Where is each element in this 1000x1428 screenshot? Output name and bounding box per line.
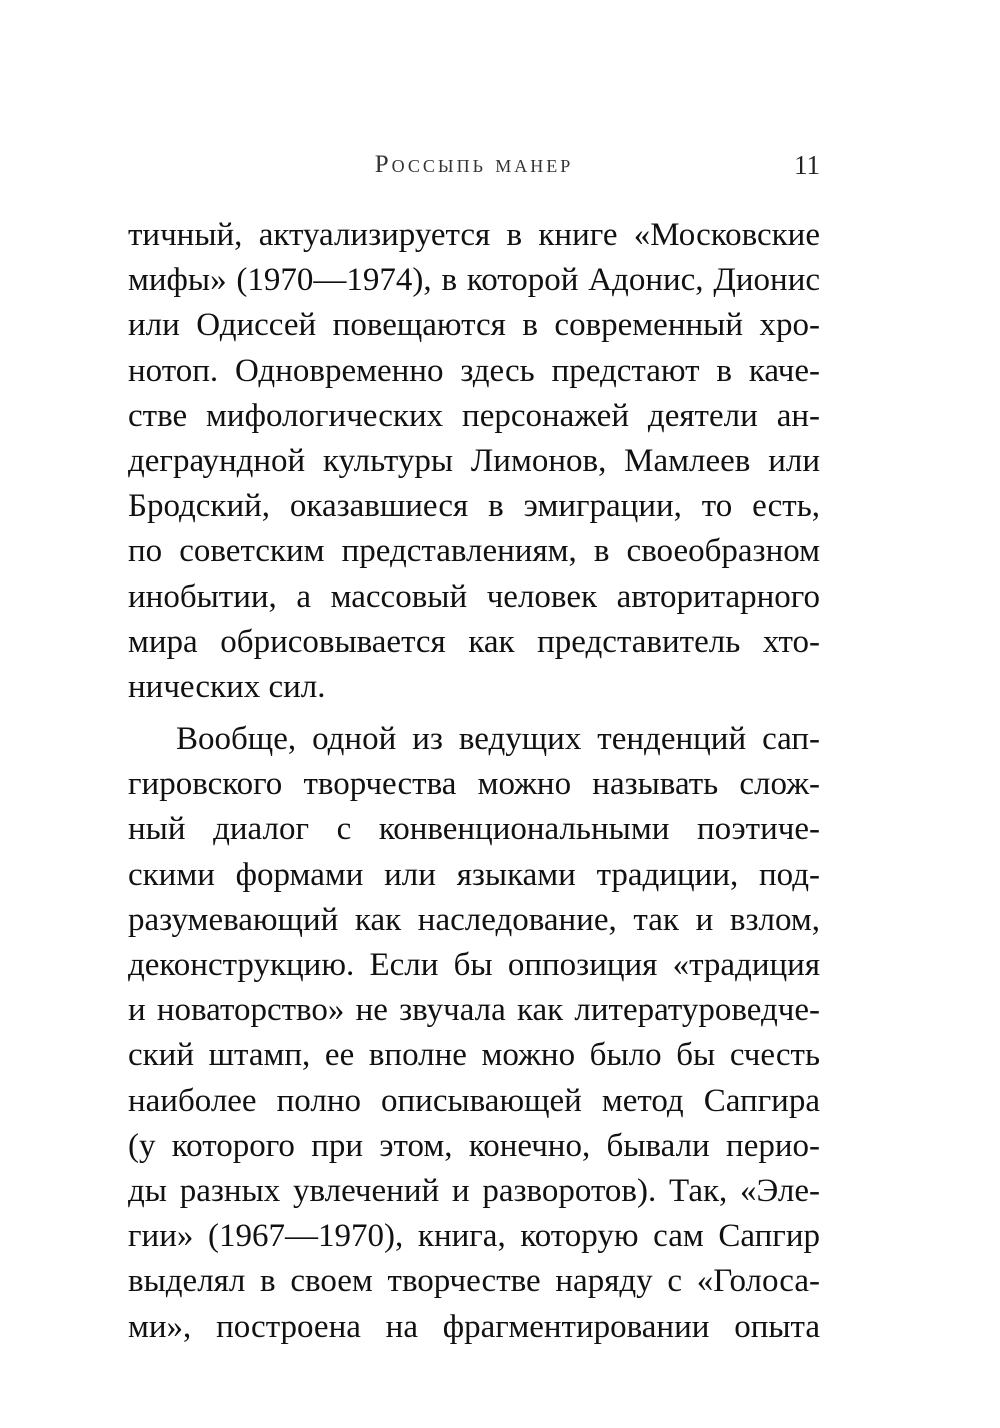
text-line: мифы» (1970—1974), в которой Адонис, Дионис xyxy=(128,262,820,299)
text-line: ми», построена на фрагментировании опыта xyxy=(128,1308,820,1345)
paragraph xyxy=(128,717,820,1350)
text-line: выделял в своем творчестве наряду с «Голоса- xyxy=(128,1263,820,1300)
running-title: Россыпь манер xyxy=(374,151,574,178)
text-line: разумевающий как наследование, так и взлом, xyxy=(128,901,820,938)
text-line: гировского творчества можно называть слож- xyxy=(128,766,820,803)
text-line: Бродский, оказавшиеся в эмиграции, то есть, xyxy=(128,488,820,525)
text-line: деконструкцию. Если бы оппозиция «традиция xyxy=(128,947,820,983)
running-head xyxy=(128,148,820,188)
text-line: гии» (1967—1970), книга, которую сам Сапгир xyxy=(128,1218,820,1255)
text-line: нических сил. xyxy=(128,668,326,705)
text-line: деграундной культуры Лимонов, Мамлеев или xyxy=(128,442,820,479)
text-line: Вообще, одной из ведущих тенденций сап- xyxy=(176,721,820,758)
body-text xyxy=(128,213,820,1350)
text-line: нотоп. Одновременно здесь предстают в каче- xyxy=(128,352,820,389)
text-line: инобытии, а массовый человек авторитарного xyxy=(128,578,820,615)
text-line: (у которого при этом, конечно, бывали перио- xyxy=(128,1127,820,1164)
page-number: 11 xyxy=(794,150,820,180)
paragraph-continued xyxy=(128,213,820,710)
text-line: стве мифологических персонажей деятели ан- xyxy=(128,397,820,434)
text-line: по советским представлениям, в своеобразном xyxy=(128,533,820,570)
text-line: тичный, актуализируется в книге «Московские xyxy=(128,217,820,253)
paragraph-gap xyxy=(128,710,820,717)
text-line: ды разных увлечений и разворотов). Так, «Эле- xyxy=(128,1172,820,1209)
text-line: и новаторство» не звучала как литературоведче- xyxy=(128,992,820,1029)
text-line: мира обрисовывается как представитель хто- xyxy=(128,623,820,660)
text-line: ский штамп, ее вполне можно было бы счесть xyxy=(128,1037,820,1074)
text-line: наиболее полно описывающей метод Сапгира xyxy=(128,1082,820,1119)
text-line: ный диалог с конвенциональными поэтиче- xyxy=(128,811,820,848)
text-line: скими формами или языками традиции, под- xyxy=(128,856,820,893)
text-line: или Одиссей повещаются в современный хро- xyxy=(128,307,820,344)
